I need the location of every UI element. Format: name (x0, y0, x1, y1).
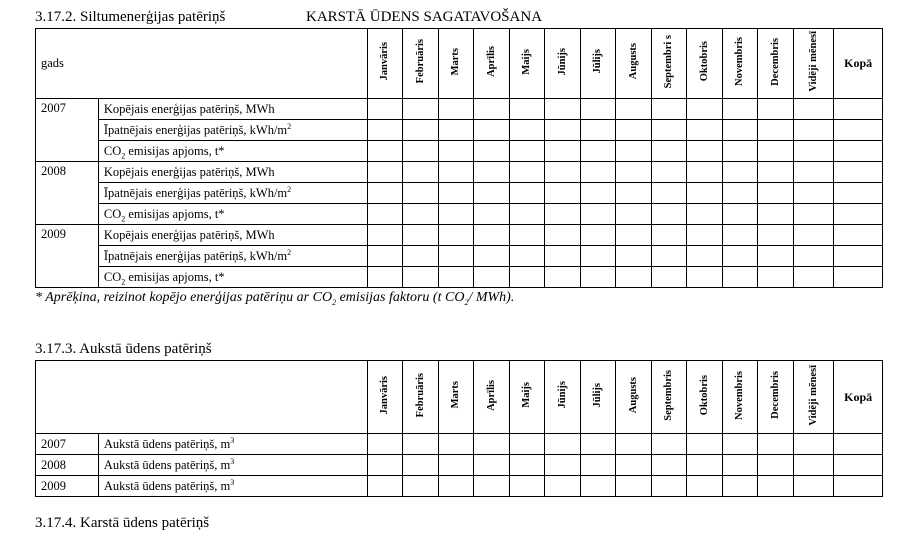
data-cell[interactable] (758, 141, 794, 162)
data-cell[interactable] (474, 120, 510, 141)
col-header-label: Jūlijs (592, 49, 604, 74)
col-header-videji-menesi (793, 29, 834, 99)
data-cell[interactable] (367, 162, 403, 183)
data-cell[interactable] (793, 120, 834, 141)
col-header-label: Jūnijs (556, 47, 568, 76)
row-label (98, 141, 367, 162)
data-cell[interactable] (651, 141, 687, 162)
data-cell[interactable] (651, 267, 687, 288)
data-cell[interactable] (834, 141, 883, 162)
data-cell[interactable] (403, 476, 439, 497)
data-cell[interactable] (403, 204, 439, 225)
data-cell[interactable] (616, 267, 652, 288)
data-cell[interactable] (545, 455, 581, 476)
data-cell[interactable] (651, 183, 687, 204)
data-cell[interactable] (403, 120, 439, 141)
footnote-sub-2: 2 (464, 297, 469, 307)
col-header-label: Decembris (769, 371, 781, 419)
data-cell[interactable] (545, 162, 581, 183)
data-cell[interactable] (580, 99, 616, 120)
table-row (36, 183, 883, 204)
row-label-co2-rest: emisijas apjoms, t* (125, 206, 225, 221)
data-cell[interactable] (367, 434, 403, 455)
data-cell[interactable] (545, 183, 581, 204)
data-cell[interactable] (580, 120, 616, 141)
data-cell[interactable] (687, 434, 723, 455)
data-cell[interactable] (474, 99, 510, 120)
data-cell[interactable] (758, 183, 794, 204)
data-cell[interactable] (616, 120, 652, 141)
col-header-label: Septembri s (663, 34, 675, 89)
data-cell[interactable] (758, 267, 794, 288)
col-header-label: Jūlijs (592, 382, 604, 408)
heat-consumption-table (35, 28, 883, 288)
data-cell[interactable] (367, 120, 403, 141)
data-cell[interactable] (438, 183, 474, 204)
data-cell[interactable] (438, 455, 474, 476)
unit-superscript: 3 (230, 435, 235, 445)
data-cell[interactable] (580, 162, 616, 183)
data-cell[interactable] (758, 455, 794, 476)
col-header-label: Vidēji mēnesī (807, 31, 819, 92)
data-cell[interactable] (438, 120, 474, 141)
year-cell: 2007 (36, 434, 99, 455)
data-cell[interactable] (687, 204, 723, 225)
data-cell[interactable] (793, 225, 834, 246)
data-cell[interactable] (616, 476, 652, 497)
row-label (98, 162, 367, 183)
data-cell[interactable] (509, 455, 545, 476)
row-label-specific-energy: Īpatnējais enerģijas patēriņš, kWh/m (103, 122, 288, 137)
table-row (36, 99, 883, 120)
data-cell[interactable] (616, 162, 652, 183)
col-header-label: Vidēji mēnesī (807, 364, 819, 426)
data-cell[interactable] (687, 476, 723, 497)
data-cell[interactable] (793, 246, 834, 267)
data-cell[interactable] (438, 476, 474, 497)
row-label-text: Aukstā ūdens patēriņš, m (103, 478, 231, 493)
col-header-janvaris (367, 361, 403, 434)
section-heading-heat: 3.17.2. Siltumenerģijas patēriņš (35, 9, 226, 25)
col-header-blank (36, 361, 368, 434)
data-cell[interactable] (834, 120, 883, 141)
col-header-label: Maijs (521, 48, 533, 75)
data-cell[interactable] (793, 204, 834, 225)
data-cell[interactable] (509, 162, 545, 183)
data-cell[interactable] (616, 434, 652, 455)
data-cell[interactable] (367, 267, 403, 288)
col-header-septembris (651, 361, 687, 434)
data-cell[interactable] (545, 267, 581, 288)
table-row (36, 434, 883, 455)
data-cell[interactable] (834, 434, 883, 455)
data-cell[interactable] (687, 120, 723, 141)
unit-superscript: 3 (230, 477, 235, 487)
data-cell[interactable] (687, 141, 723, 162)
col-header-marts (438, 361, 474, 434)
data-cell[interactable] (438, 225, 474, 246)
data-cell[interactable] (367, 225, 403, 246)
col-header-februaris (403, 29, 439, 99)
data-cell[interactable] (580, 204, 616, 225)
data-cell[interactable] (367, 141, 403, 162)
col-header-label: Novembris (734, 37, 746, 86)
data-cell[interactable] (722, 434, 758, 455)
data-cell[interactable] (580, 455, 616, 476)
data-cell[interactable] (793, 162, 834, 183)
data-cell[interactable] (834, 455, 883, 476)
footnote-sub-1: 2 (332, 297, 337, 307)
data-cell[interactable] (651, 246, 687, 267)
data-cell[interactable] (834, 162, 883, 183)
data-cell[interactable] (616, 183, 652, 204)
data-cell[interactable] (403, 225, 439, 246)
data-cell[interactable] (545, 476, 581, 497)
col-header-aprilis (474, 29, 510, 99)
data-cell[interactable] (545, 204, 581, 225)
data-cell[interactable] (651, 225, 687, 246)
data-cell[interactable] (616, 99, 652, 120)
col-header-decembris (758, 361, 794, 434)
data-cell[interactable] (367, 99, 403, 120)
row-label-total-energy: Kopējais enerģijas patēriņš, MWh (103, 101, 275, 116)
row-label-cold-water (98, 476, 367, 497)
col-header-year: gads (36, 29, 368, 99)
data-cell[interactable] (580, 476, 616, 497)
data-cell[interactable] (722, 225, 758, 246)
data-cell[interactable] (651, 476, 687, 497)
row-label-co2-rest: emisijas apjoms, t* (125, 143, 225, 158)
row-label-total-energy: Kopējais enerģijas patēriņš, MWh (103, 227, 275, 242)
row-label-specific-energy: Īpatnējais enerģijas patēriņš, kWh/m (103, 248, 288, 263)
data-cell[interactable] (580, 183, 616, 204)
col-header-junijs (545, 29, 581, 99)
col-header-novembris (722, 361, 758, 434)
col-header-septembri-s (651, 29, 687, 99)
data-cell[interactable] (367, 455, 403, 476)
data-cell[interactable] (722, 141, 758, 162)
data-cell[interactable] (834, 225, 883, 246)
data-cell[interactable] (438, 141, 474, 162)
unit-superscript: 2 (287, 121, 292, 131)
col-header-label: Oktobris (698, 374, 710, 416)
data-cell[interactable] (403, 246, 439, 267)
col-header-label: Augusts (627, 376, 639, 414)
col-header-total: Kopā (834, 29, 883, 99)
data-cell[interactable] (793, 455, 834, 476)
data-cell[interactable] (545, 141, 581, 162)
unit-superscript: 3 (230, 456, 235, 466)
year-cell: 2009 (36, 476, 99, 497)
col-header-aprilis (474, 361, 510, 434)
data-cell[interactable] (438, 99, 474, 120)
table-row (36, 120, 883, 141)
table-row (36, 246, 883, 267)
data-cell[interactable] (474, 434, 510, 455)
section-heading-hot-water: 3.17.4. Karstā ūdens patēriņš (35, 515, 210, 531)
data-cell[interactable] (509, 99, 545, 120)
data-cell[interactable] (367, 476, 403, 497)
data-cell[interactable] (722, 204, 758, 225)
footnote-text-c: / MWh). (468, 290, 515, 305)
data-cell[interactable] (793, 434, 834, 455)
data-cell[interactable] (758, 476, 794, 497)
data-cell[interactable] (722, 267, 758, 288)
data-cell[interactable] (474, 225, 510, 246)
col-header-label: Decembris (769, 37, 781, 86)
col-header-novembris (722, 29, 758, 99)
data-cell[interactable] (834, 204, 883, 225)
row-label-cold-water (98, 455, 367, 476)
data-cell[interactable] (474, 246, 510, 267)
data-cell[interactable] (758, 120, 794, 141)
data-cell[interactable] (403, 434, 439, 455)
data-cell[interactable] (687, 267, 723, 288)
data-cell[interactable] (474, 141, 510, 162)
data-cell[interactable] (834, 246, 883, 267)
col-header-marts (438, 29, 474, 99)
row-label (98, 267, 367, 288)
data-cell[interactable] (687, 246, 723, 267)
row-label-text: Aukstā ūdens patēriņš, m (103, 457, 231, 472)
unit-superscript: 2 (287, 247, 292, 257)
col-header-label: Novembris (734, 370, 746, 420)
col-header-videji-menesi (793, 361, 834, 434)
row-label (98, 99, 367, 120)
data-cell[interactable] (758, 225, 794, 246)
row-label-co2-prefix: CO (103, 206, 122, 221)
data-cell[interactable] (616, 204, 652, 225)
data-cell[interactable] (580, 141, 616, 162)
row-label (98, 183, 367, 204)
data-cell[interactable] (438, 162, 474, 183)
row-label-co2-rest: emisijas apjoms, t* (125, 269, 225, 284)
col-header-label: Jūnijs (556, 381, 568, 409)
data-cell[interactable] (722, 246, 758, 267)
data-cell[interactable] (793, 267, 834, 288)
col-header-augusts (616, 29, 652, 99)
col-header-label: Maijs (521, 382, 533, 408)
data-cell[interactable] (509, 225, 545, 246)
row-label (98, 120, 367, 141)
data-cell[interactable] (793, 141, 834, 162)
data-cell[interactable] (722, 99, 758, 120)
col-header-label: Februāris (414, 372, 426, 418)
col-header-maijs (509, 29, 545, 99)
section-heading-cold-water: 3.17.3. Aukstā ūdens patēriņš (35, 341, 212, 357)
data-cell[interactable] (834, 183, 883, 204)
data-cell[interactable] (474, 455, 510, 476)
row-label-co2-prefix: CO (103, 143, 122, 158)
year-cell: 2008 (36, 455, 99, 476)
col-header-label: Septembris (663, 369, 675, 421)
data-cell[interactable] (651, 434, 687, 455)
data-cell[interactable] (616, 246, 652, 267)
data-cell[interactable] (545, 434, 581, 455)
data-cell[interactable] (545, 120, 581, 141)
data-cell[interactable] (545, 246, 581, 267)
col-header-label: Aprīlis (485, 379, 497, 411)
data-cell[interactable] (474, 204, 510, 225)
data-cell[interactable] (509, 183, 545, 204)
data-cell[interactable] (616, 225, 652, 246)
data-cell[interactable] (722, 120, 758, 141)
data-cell[interactable] (367, 246, 403, 267)
data-cell[interactable] (722, 183, 758, 204)
data-cell[interactable] (403, 455, 439, 476)
co2-subscript: 2 (121, 277, 126, 286)
data-cell[interactable] (367, 204, 403, 225)
col-header-maijs (509, 361, 545, 434)
data-cell[interactable] (509, 246, 545, 267)
col-header-label: Augusts (627, 43, 639, 80)
data-cell[interactable] (509, 434, 545, 455)
table-row (36, 141, 883, 162)
row-label (98, 204, 367, 225)
col-header-februaris (403, 361, 439, 434)
data-cell[interactable] (509, 120, 545, 141)
unit-superscript: 2 (287, 184, 292, 194)
col-header-label: Janvāris (379, 42, 391, 81)
footnote-text-b: emisijas faktoru (t CO (336, 290, 465, 305)
data-cell[interactable] (509, 267, 545, 288)
data-cell[interactable] (687, 162, 723, 183)
col-header-label: Janvāris (379, 375, 391, 415)
row-label-text: Aukstā ūdens patēriņš, m (103, 436, 231, 451)
table-row (36, 162, 883, 183)
data-cell[interactable] (834, 99, 883, 120)
data-cell[interactable] (687, 225, 723, 246)
section-subtitle-hot-water-prep: KARSTĀ ŪDENS SAGATAVOŠANA (306, 9, 543, 25)
data-cell[interactable] (474, 183, 510, 204)
table-row (36, 455, 883, 476)
row-label-cold-water (98, 434, 367, 455)
data-cell[interactable] (474, 476, 510, 497)
data-cell[interactable] (758, 99, 794, 120)
table-row (36, 225, 883, 246)
data-cell[interactable] (367, 183, 403, 204)
data-cell[interactable] (834, 267, 883, 288)
data-cell[interactable] (509, 141, 545, 162)
footnote-text-a: * Aprēķina, reizinot kopējo enerģijas patēriņu ar CO (35, 290, 333, 305)
co2-subscript: 2 (121, 151, 126, 160)
co2-footnote (35, 290, 514, 306)
row-label-co2-prefix: CO (103, 269, 122, 284)
data-cell[interactable] (651, 99, 687, 120)
data-cell[interactable] (616, 455, 652, 476)
data-cell[interactable] (722, 476, 758, 497)
col-header-label: Marts (450, 381, 462, 409)
data-cell[interactable] (403, 267, 439, 288)
data-cell[interactable] (758, 434, 794, 455)
data-cell[interactable] (438, 434, 474, 455)
data-cell[interactable] (580, 225, 616, 246)
data-cell[interactable] (722, 162, 758, 183)
data-cell[interactable] (722, 455, 758, 476)
data-cell[interactable] (509, 204, 545, 225)
col-header-label: Aprīlis (485, 46, 497, 77)
row-label (98, 225, 367, 246)
data-cell[interactable] (834, 476, 883, 497)
col-header-label: Oktobris (698, 41, 710, 82)
data-cell[interactable] (687, 183, 723, 204)
col-header-label: Februāris (414, 39, 426, 84)
data-cell[interactable] (758, 162, 794, 183)
data-cell[interactable] (438, 204, 474, 225)
col-header-julijs (580, 29, 616, 99)
data-cell[interactable] (651, 455, 687, 476)
data-cell[interactable] (580, 246, 616, 267)
co2-subscript: 2 (121, 214, 126, 223)
row-label-specific-energy: Īpatnējais enerģijas patēriņš, kWh/m (103, 185, 288, 200)
year-cell: 2009 (36, 225, 99, 288)
data-cell[interactable] (545, 225, 581, 246)
data-cell[interactable] (580, 434, 616, 455)
col-header-julijs (580, 361, 616, 434)
data-cell[interactable] (403, 183, 439, 204)
year-cell: 2008 (36, 162, 99, 225)
data-cell[interactable] (438, 267, 474, 288)
data-cell[interactable] (793, 476, 834, 497)
col-header-oktobris (687, 29, 723, 99)
col-header-junijs (545, 361, 581, 434)
data-cell[interactable] (616, 141, 652, 162)
data-cell[interactable] (474, 162, 510, 183)
data-cell[interactable] (438, 246, 474, 267)
data-cell[interactable] (793, 99, 834, 120)
data-cell[interactable] (545, 99, 581, 120)
data-cell[interactable] (687, 455, 723, 476)
data-cell[interactable] (758, 246, 794, 267)
year-cell: 2007 (36, 99, 99, 162)
data-cell[interactable] (509, 476, 545, 497)
table-row (36, 476, 883, 497)
data-cell[interactable] (651, 120, 687, 141)
data-cell[interactable] (474, 267, 510, 288)
col-header-total: Kopā (834, 361, 883, 434)
col-header-janvaris (367, 29, 403, 99)
row-label (98, 246, 367, 267)
cold-water-table (35, 360, 883, 497)
table-row (36, 204, 883, 225)
data-cell[interactable] (403, 162, 439, 183)
data-cell[interactable] (651, 162, 687, 183)
data-cell[interactable] (651, 204, 687, 225)
data-cell[interactable] (758, 204, 794, 225)
row-label-total-energy: Kopējais enerģijas patēriņš, MWh (103, 164, 275, 179)
data-cell[interactable] (687, 99, 723, 120)
col-header-augusts (616, 361, 652, 434)
data-cell[interactable] (580, 267, 616, 288)
col-header-label: Marts (450, 47, 462, 76)
col-header-oktobris (687, 361, 723, 434)
data-cell[interactable] (793, 183, 834, 204)
table-row (36, 267, 883, 288)
data-cell[interactable] (403, 141, 439, 162)
data-cell[interactable] (403, 99, 439, 120)
col-header-decembris (758, 29, 794, 99)
